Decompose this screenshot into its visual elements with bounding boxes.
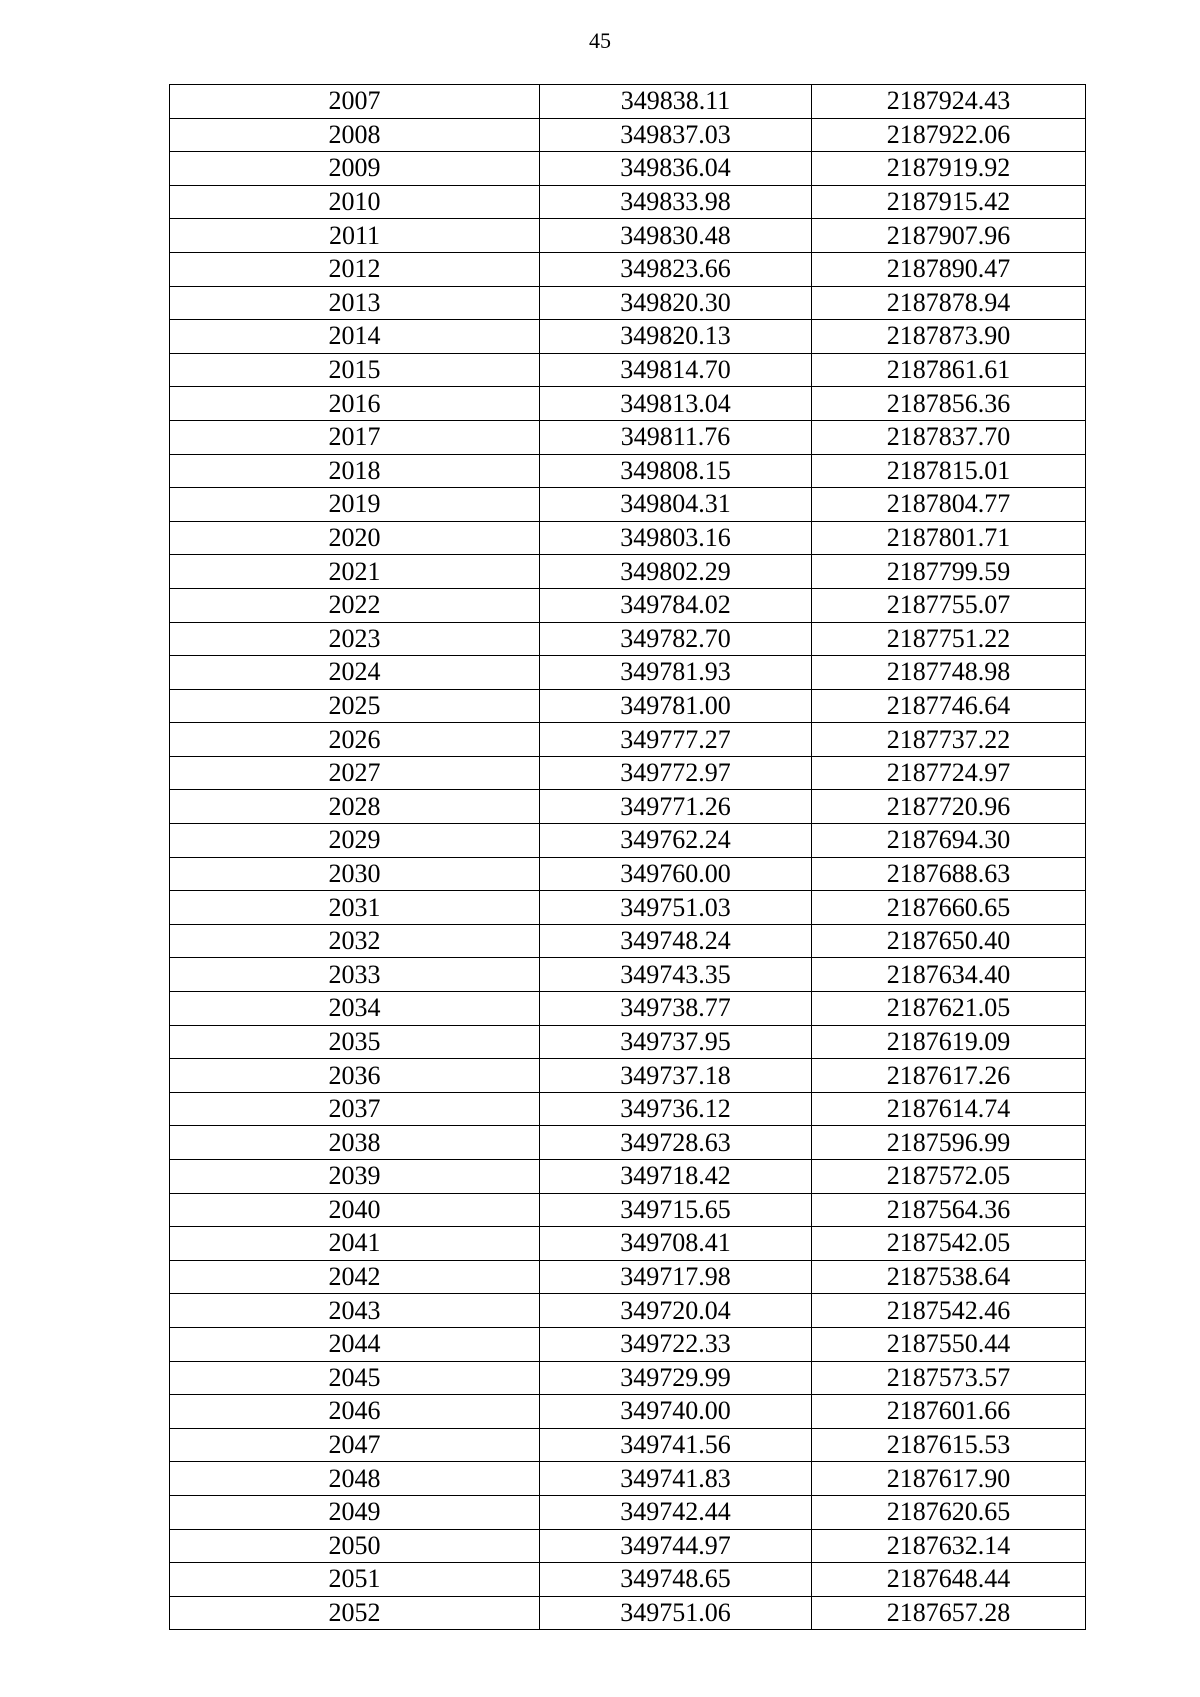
x-coordinate-cell: 349737.95: [540, 1025, 812, 1059]
page-number: 45: [589, 28, 611, 53]
x-coordinate-cell: 349762.24: [540, 824, 812, 858]
x-coordinate-cell: 349782.70: [540, 622, 812, 656]
point-number-cell: 2040: [170, 1193, 540, 1227]
point-number-cell: 2029: [170, 824, 540, 858]
table-row: [170, 790, 1086, 824]
y-coordinate-cell: 2187922.06: [812, 118, 1086, 152]
x-coordinate-cell: 349781.00: [540, 689, 812, 723]
point-number-cell: 2035: [170, 1025, 540, 1059]
table-row: [170, 1529, 1086, 1563]
point-number-cell: 2037: [170, 1092, 540, 1126]
y-coordinate-cell: 2187619.09: [812, 1025, 1086, 1059]
table-row: [170, 992, 1086, 1026]
table-row: [170, 320, 1086, 354]
y-coordinate-cell: 2187620.65: [812, 1495, 1086, 1529]
y-coordinate-cell: 2187621.05: [812, 992, 1086, 1026]
x-coordinate-cell: 349772.97: [540, 756, 812, 790]
table-row: [170, 1495, 1086, 1529]
y-coordinate-cell: 2187688.63: [812, 857, 1086, 891]
table-row: [170, 488, 1086, 522]
table-row: [170, 118, 1086, 152]
point-number-cell: 2031: [170, 891, 540, 925]
table-row: [170, 1059, 1086, 1093]
x-coordinate-cell: 349830.48: [540, 219, 812, 253]
table-row: [170, 1025, 1086, 1059]
y-coordinate-cell: 2187632.14: [812, 1529, 1086, 1563]
y-coordinate-cell: 2187601.66: [812, 1395, 1086, 1429]
table-row: [170, 420, 1086, 454]
x-coordinate-cell: 349803.16: [540, 521, 812, 555]
x-coordinate-cell: 349820.30: [540, 286, 812, 320]
y-coordinate-cell: 2187878.94: [812, 286, 1086, 320]
table-row: [170, 1428, 1086, 1462]
y-coordinate-cell: 2187615.53: [812, 1428, 1086, 1462]
x-coordinate-cell: 349777.27: [540, 723, 812, 757]
y-coordinate-cell: 2187919.92: [812, 152, 1086, 186]
point-number-cell: 2052: [170, 1596, 540, 1630]
point-number-cell: 2046: [170, 1395, 540, 1429]
y-coordinate-cell: 2187748.98: [812, 656, 1086, 690]
y-coordinate-cell: 2187720.96: [812, 790, 1086, 824]
x-coordinate-cell: 349751.06: [540, 1596, 812, 1630]
point-number-cell: 2025: [170, 689, 540, 723]
point-number-cell: 2049: [170, 1495, 540, 1529]
point-number-cell: 2051: [170, 1563, 540, 1597]
x-coordinate-cell: 349718.42: [540, 1160, 812, 1194]
y-coordinate-cell: 2187801.71: [812, 521, 1086, 555]
table-row: [170, 1294, 1086, 1328]
x-coordinate-cell: 349748.24: [540, 924, 812, 958]
point-number-cell: 2041: [170, 1227, 540, 1261]
y-coordinate-cell: 2187596.99: [812, 1126, 1086, 1160]
point-number-cell: 2032: [170, 924, 540, 958]
point-number-cell: 2048: [170, 1462, 540, 1496]
table-row: [170, 152, 1086, 186]
table-row: [170, 521, 1086, 555]
point-number-cell: 2011: [170, 219, 540, 253]
point-number-cell: 2044: [170, 1327, 540, 1361]
y-coordinate-cell: 2187815.01: [812, 454, 1086, 488]
y-coordinate-cell: 2187746.64: [812, 689, 1086, 723]
point-number-cell: 2043: [170, 1294, 540, 1328]
x-coordinate-cell: 349722.33: [540, 1327, 812, 1361]
table-row: [170, 622, 1086, 656]
y-coordinate-cell: 2187907.96: [812, 219, 1086, 253]
point-number-cell: 2018: [170, 454, 540, 488]
table-row: [170, 958, 1086, 992]
point-number-cell: 2010: [170, 185, 540, 219]
x-coordinate-cell: 349838.11: [540, 85, 812, 119]
table-row: [170, 85, 1086, 119]
point-number-cell: 2026: [170, 723, 540, 757]
table-row: [170, 252, 1086, 286]
point-number-cell: 2033: [170, 958, 540, 992]
table-row: [170, 689, 1086, 723]
point-number-cell: 2012: [170, 252, 540, 286]
table-row: [170, 387, 1086, 421]
y-coordinate-cell: 2187751.22: [812, 622, 1086, 656]
table-row: [170, 454, 1086, 488]
y-coordinate-cell: 2187564.36: [812, 1193, 1086, 1227]
y-coordinate-cell: 2187660.65: [812, 891, 1086, 925]
y-coordinate-cell: 2187542.05: [812, 1227, 1086, 1261]
x-coordinate-cell: 349784.02: [540, 588, 812, 622]
y-coordinate-cell: 2187915.42: [812, 185, 1086, 219]
y-coordinate-cell: 2187924.43: [812, 85, 1086, 119]
x-coordinate-cell: 349728.63: [540, 1126, 812, 1160]
point-number-cell: 2023: [170, 622, 540, 656]
x-coordinate-cell: 349811.76: [540, 420, 812, 454]
point-number-cell: 2008: [170, 118, 540, 152]
y-coordinate-cell: 2187856.36: [812, 387, 1086, 421]
x-coordinate-cell: 349808.15: [540, 454, 812, 488]
x-coordinate-cell: 349804.31: [540, 488, 812, 522]
table-row: [170, 1596, 1086, 1630]
y-coordinate-cell: 2187617.90: [812, 1462, 1086, 1496]
point-number-cell: 2014: [170, 320, 540, 354]
x-coordinate-cell: 349738.77: [540, 992, 812, 1026]
table-row: [170, 286, 1086, 320]
x-coordinate-cell: 349740.00: [540, 1395, 812, 1429]
table-row: [170, 1361, 1086, 1395]
x-coordinate-cell: 349820.13: [540, 320, 812, 354]
y-coordinate-cell: 2187837.70: [812, 420, 1086, 454]
y-coordinate-cell: 2187614.74: [812, 1092, 1086, 1126]
x-coordinate-cell: 349736.12: [540, 1092, 812, 1126]
y-coordinate-cell: 2187538.64: [812, 1260, 1086, 1294]
coordinates-table: [169, 84, 1086, 1630]
coordinates-table-body: [170, 85, 1086, 1630]
x-coordinate-cell: 349741.83: [540, 1462, 812, 1496]
y-coordinate-cell: 2187572.05: [812, 1160, 1086, 1194]
y-coordinate-cell: 2187755.07: [812, 588, 1086, 622]
x-coordinate-cell: 349813.04: [540, 387, 812, 421]
point-number-cell: 2042: [170, 1260, 540, 1294]
table-row: [170, 1563, 1086, 1597]
table-row: [170, 891, 1086, 925]
point-number-cell: 2030: [170, 857, 540, 891]
y-coordinate-cell: 2187634.40: [812, 958, 1086, 992]
table-row: [170, 1126, 1086, 1160]
y-coordinate-cell: 2187873.90: [812, 320, 1086, 354]
x-coordinate-cell: 349715.65: [540, 1193, 812, 1227]
y-coordinate-cell: 2187542.46: [812, 1294, 1086, 1328]
y-coordinate-cell: 2187890.47: [812, 252, 1086, 286]
point-number-cell: 2024: [170, 656, 540, 690]
table-row: [170, 1160, 1086, 1194]
point-number-cell: 2039: [170, 1160, 540, 1194]
table-row: [170, 1462, 1086, 1496]
x-coordinate-cell: 349743.35: [540, 958, 812, 992]
table-row: [170, 1327, 1086, 1361]
x-coordinate-cell: 349833.98: [540, 185, 812, 219]
table-row: [170, 1227, 1086, 1261]
x-coordinate-cell: 349751.03: [540, 891, 812, 925]
y-coordinate-cell: 2187648.44: [812, 1563, 1086, 1597]
point-number-cell: 2013: [170, 286, 540, 320]
x-coordinate-cell: 349744.97: [540, 1529, 812, 1563]
y-coordinate-cell: 2187617.26: [812, 1059, 1086, 1093]
y-coordinate-cell: 2187657.28: [812, 1596, 1086, 1630]
point-number-cell: 2020: [170, 521, 540, 555]
x-coordinate-cell: 349836.04: [540, 152, 812, 186]
x-coordinate-cell: 349837.03: [540, 118, 812, 152]
x-coordinate-cell: 349741.56: [540, 1428, 812, 1462]
point-number-cell: 2009: [170, 152, 540, 186]
x-coordinate-cell: 349802.29: [540, 555, 812, 589]
point-number-cell: 2036: [170, 1059, 540, 1093]
x-coordinate-cell: 349823.66: [540, 252, 812, 286]
table-row: [170, 824, 1086, 858]
y-coordinate-cell: 2187804.77: [812, 488, 1086, 522]
point-number-cell: 2028: [170, 790, 540, 824]
x-coordinate-cell: 349814.70: [540, 353, 812, 387]
point-number-cell: 2038: [170, 1126, 540, 1160]
x-coordinate-cell: 349708.41: [540, 1227, 812, 1261]
y-coordinate-cell: 2187799.59: [812, 555, 1086, 589]
table-row: [170, 857, 1086, 891]
point-number-cell: 2022: [170, 588, 540, 622]
table-row: [170, 555, 1086, 589]
point-number-cell: 2017: [170, 420, 540, 454]
table-row: [170, 185, 1086, 219]
table-row: [170, 1395, 1086, 1429]
table-row: [170, 1260, 1086, 1294]
x-coordinate-cell: 349737.18: [540, 1059, 812, 1093]
y-coordinate-cell: 2187573.57: [812, 1361, 1086, 1395]
x-coordinate-cell: 349781.93: [540, 656, 812, 690]
y-coordinate-cell: 2187650.40: [812, 924, 1086, 958]
x-coordinate-cell: 349742.44: [540, 1495, 812, 1529]
table-row: [170, 588, 1086, 622]
x-coordinate-cell: 349760.00: [540, 857, 812, 891]
table-row: [170, 656, 1086, 690]
y-coordinate-cell: 2187737.22: [812, 723, 1086, 757]
table-row: [170, 756, 1086, 790]
y-coordinate-cell: 2187861.61: [812, 353, 1086, 387]
table-row: [170, 219, 1086, 253]
point-number-cell: 2016: [170, 387, 540, 421]
x-coordinate-cell: 349729.99: [540, 1361, 812, 1395]
point-number-cell: 2019: [170, 488, 540, 522]
point-number-cell: 2021: [170, 555, 540, 589]
x-coordinate-cell: 349748.65: [540, 1563, 812, 1597]
table-row: [170, 723, 1086, 757]
table-row: [170, 1193, 1086, 1227]
point-number-cell: 2050: [170, 1529, 540, 1563]
table-row: [170, 1092, 1086, 1126]
point-number-cell: 2015: [170, 353, 540, 387]
x-coordinate-cell: 349720.04: [540, 1294, 812, 1328]
table-row: [170, 353, 1086, 387]
point-number-cell: 2027: [170, 756, 540, 790]
x-coordinate-cell: 349771.26: [540, 790, 812, 824]
table-row: [170, 924, 1086, 958]
point-number-cell: 2034: [170, 992, 540, 1026]
point-number-cell: 2007: [170, 85, 540, 119]
y-coordinate-cell: 2187550.44: [812, 1327, 1086, 1361]
y-coordinate-cell: 2187694.30: [812, 824, 1086, 858]
point-number-cell: 2045: [170, 1361, 540, 1395]
x-coordinate-cell: 349717.98: [540, 1260, 812, 1294]
point-number-cell: 2047: [170, 1428, 540, 1462]
y-coordinate-cell: 2187724.97: [812, 756, 1086, 790]
